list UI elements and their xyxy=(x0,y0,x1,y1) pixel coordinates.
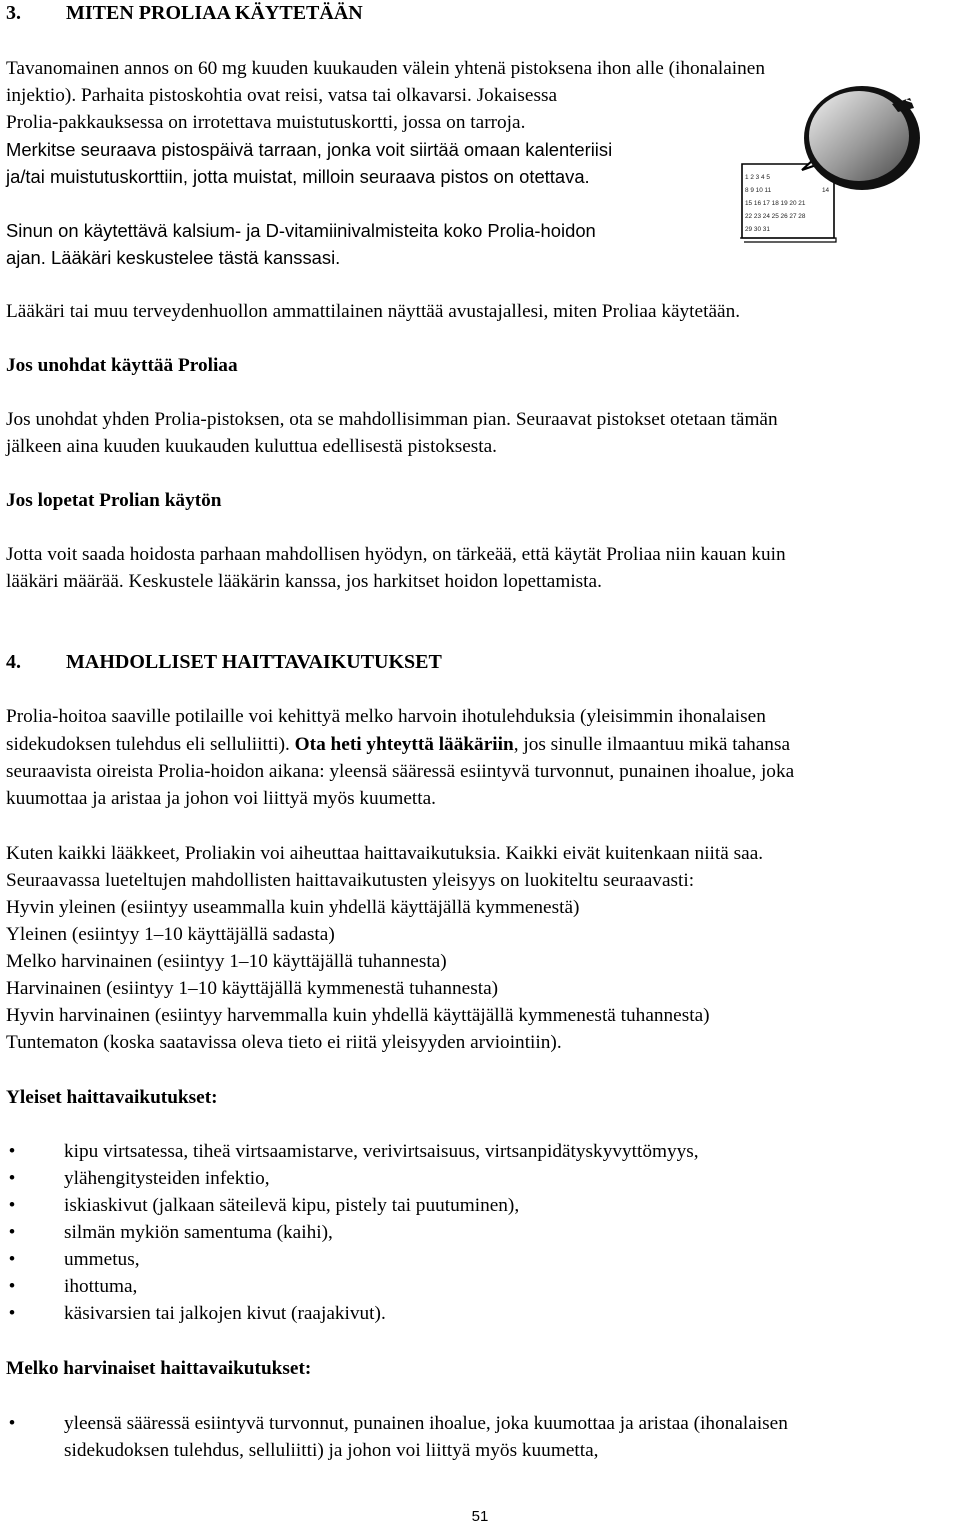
stop-text-line-1: Jotta voit saada hoidosta parhaan mahdollisen hyödyn, on tärkeää, että käytät Proliaa niin kauan kuin xyxy=(6,544,786,565)
bullet: • xyxy=(8,1303,16,1324)
frequency-line-3: Hyvin yleinen (esiintyy useammalla kuin yhdellä käyttäjällä kymmenestä) xyxy=(6,897,580,918)
section-4-intro-line-3: seuraavista oireista Prolia-hoidon aikana: yleensä sääressä esiintyvä turvonnut, punainen ihoalue, joka xyxy=(6,761,795,782)
section-4-number: 4. xyxy=(6,651,21,673)
list-item-text: silmän mykiön samentuma (kaihi), xyxy=(64,1222,333,1243)
forget-text-line-2: jälkeen aina kuuden kuukauden kuluttua edellisestä pistoksesta. xyxy=(6,436,498,457)
contact-doctor-emphasis: Ota heti yhteyttä lääkäriin xyxy=(294,734,514,755)
forget-text-line-1: Jos unohdat yhden Prolia-pistoksen, ota se mahdollisimman pian. Seuraavat pistokset otetaan tämän xyxy=(6,409,778,430)
bullet: • xyxy=(8,1222,16,1243)
intro-line-2-start: sidekudoksen tulehdus eli selluliitti). xyxy=(6,734,295,755)
calendar-row-2: 8 9 10 11 xyxy=(745,187,772,194)
common-side-effects-heading: Yleiset haittavaikutukset: xyxy=(6,1087,218,1108)
section-3-number: 3. xyxy=(6,2,21,24)
list-item-text-line-2: sidekudoksen tulehdus, selluliitti) ja johon voi liittyä myös kuumetta, xyxy=(64,1440,599,1461)
section-3-p3: Lääkäri tai muu terveydenhuollon ammattilainen näyttää avustajallesi, miten Proliaa käytetään. xyxy=(6,301,741,322)
bullet: • xyxy=(8,1141,16,1162)
list-item-text: ihottuma, xyxy=(64,1276,138,1297)
list-item-text: iskiaskivut (jalkaan säteilevä kipu, pistely tai puutuminen), xyxy=(64,1195,520,1216)
bullet: • xyxy=(8,1168,16,1189)
bullet: • xyxy=(8,1276,16,1297)
page-number: 51 xyxy=(471,1508,489,1525)
section-3-p1-line-3: Prolia-pakkauksessa on irrotettava muistutuskortti, jossa on tarroja. xyxy=(6,112,526,133)
section-3-p1-line-2: injektio). Parhaita pistoskohtia ovat reisi, vatsa tai olkavarsi. Jokaisessa xyxy=(6,85,558,106)
section-3-p1-line-4: Merkitse seuraava pistospäivä tarraan, jonka voit siirtää omaan kalenteriisi xyxy=(6,139,613,160)
calendar-row-5: 29 30 31 xyxy=(745,226,770,233)
calendar-row-3: 15 16 17 18 19 20 21 xyxy=(745,200,806,207)
section-3-p2-line-1: Sinun on käytettävä kalsium- ja D-vitamiinivalmisteita koko Prolia-hoidon xyxy=(6,220,596,241)
section-4-title: MAHDOLLISET HAITTAVAIKUTUKSET xyxy=(66,651,442,673)
section-3-heading xyxy=(6,0,363,27)
frequency-line-6: Harvinainen (esiintyy 1–10 käyttäjällä kymmenestä tuhannesta) xyxy=(6,978,499,999)
section-4-intro-line-1: Prolia-hoitoa saaville potilaille voi kehittyä melko harvoin ihotulehduksia (yleisimmin ihonalaisen xyxy=(6,706,766,727)
list-item-text-line-1: yleensä sääressä esiintyvä turvonnut, punainen ihoalue, joka kuumottaa ja aristaa (ihonalaisen xyxy=(64,1413,788,1434)
frequency-line-7: Hyvin harvinainen (esiintyy harvemmalla kuin yhdellä käyttäjällä kymmenestä tuhannesta) xyxy=(6,1005,710,1026)
list-item-text: ylähengitysteiden infektio, xyxy=(64,1168,270,1189)
frequency-line-2: Seuraavassa lueteltujen mahdollisten haittavaikutusten yleisyys on luokiteltu seuraavasti: xyxy=(6,870,695,891)
forget-heading: Jos unohdat käyttää Proliaa xyxy=(6,355,238,376)
section-4-heading xyxy=(6,649,442,676)
stop-heading: Jos lopetat Prolian käytön xyxy=(6,490,222,511)
section-3-p1-line-1: Tavanomainen annos on 60 mg kuuden kuukauden välein yhtenä pistoksena ihon alle (ihonalainen xyxy=(6,58,765,79)
stop-text-line-2: lääkäri määrää. Keskustele lääkärin kanssa, jos harkitset hoidon lopettamista. xyxy=(6,571,602,592)
list-item-text: käsivarsien tai jalkojen kivut (raajakivut). xyxy=(64,1303,386,1324)
section-3-p1-line-5: ja/tai muistutuskorttiin, jotta muistat, milloin seuraava pistos on otettava. xyxy=(6,166,590,187)
calendar-reminder-icon xyxy=(738,78,922,248)
list-item-text: ummetus, xyxy=(64,1249,140,1270)
section-4-intro-line-2 xyxy=(6,731,790,758)
calendar-row-4: 22 23 24 25 26 27 28 xyxy=(745,213,806,220)
section-3-p2-line-2: ajan. Lääkäri keskustelee tästä kanssasi. xyxy=(6,247,341,268)
uncommon-side-effects-heading: Melko harvinaiset haittavaikutukset: xyxy=(6,1358,312,1379)
bullet: • xyxy=(8,1413,16,1434)
frequency-line-8: Tuntematon (koska saatavissa oleva tieto ei riitä yleisyyden arviointiin). xyxy=(6,1032,562,1053)
frequency-line-5: Melko harvinainen (esiintyy 1–10 käyttäjällä tuhannesta) xyxy=(6,951,447,972)
calendar-page xyxy=(740,164,836,242)
section-3-title: MITEN PROLIAA KÄYTETÄÄN xyxy=(66,2,363,24)
frequency-line-4: Yleinen (esiintyy 1–10 käyttäjällä sadasta) xyxy=(6,924,335,945)
calendar-row-1: 1 2 3 4 5 xyxy=(745,174,770,181)
intro-line-2-end: , jos sinulle ilmaantuu mikä tahansa xyxy=(513,734,791,755)
calendar-side-number: 14 xyxy=(822,187,830,194)
bullet: • xyxy=(8,1249,16,1270)
section-4-intro-line-4: kuumottaa ja aristaa ja johon voi liittyä myös kuumetta. xyxy=(6,788,436,809)
list-item-text: kipu virtsatessa, tiheä virtsaamistarve, verivirtsaisuus, virtsanpidätyskyvyttömyys, xyxy=(64,1141,699,1162)
frequency-line-1: Kuten kaikki lääkkeet, Proliakin voi aiheuttaa haittavaikutuksia. Kaikki eivät kuitenkaan niitä saa. xyxy=(6,843,764,864)
bullet: • xyxy=(8,1195,16,1216)
